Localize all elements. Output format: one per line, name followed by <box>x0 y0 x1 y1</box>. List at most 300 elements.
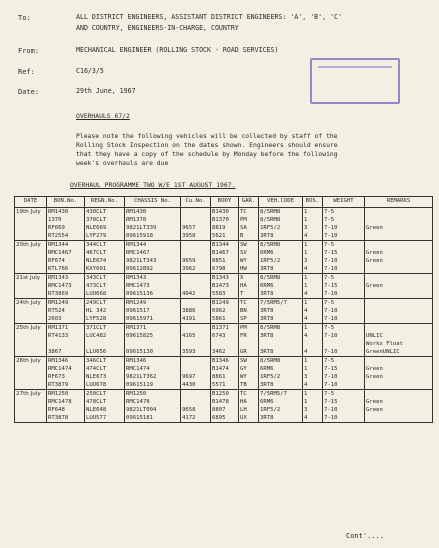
cell-value: 7-10 <box>324 333 338 339</box>
cell-value <box>366 414 431 422</box>
cell-value: 3RT8 <box>260 291 274 297</box>
table-cell <box>47 208 85 241</box>
cell-value: SW <box>240 242 247 248</box>
cell-value: Green <box>366 283 383 289</box>
cell-value: 3RT8 <box>260 266 274 272</box>
cell-value: 09615181 <box>126 415 153 421</box>
cell-value: 370CLT <box>86 217 107 223</box>
table-cell <box>85 274 125 299</box>
cell-value: 2603 <box>48 316 62 322</box>
cell-value <box>366 208 431 216</box>
cell-value: 9821LT343 <box>126 258 157 264</box>
cell-value: 7-10 <box>324 233 338 239</box>
cell-value: TC <box>240 209 247 215</box>
table-cell <box>85 208 125 241</box>
cell-value: 7-5 <box>324 391 335 397</box>
cell-value: 4 <box>304 415 308 421</box>
cell-value: RF669 <box>48 225 65 231</box>
cell-value <box>126 340 179 348</box>
cell-value: 5571 <box>212 382 226 388</box>
cell-value: 6RM6 <box>260 250 274 256</box>
overhaul-table <box>14 196 433 423</box>
cell-value: B1467 <box>212 250 229 256</box>
cell-value <box>182 216 209 224</box>
cell-value: 371CLT <box>86 325 107 331</box>
cell-value: 9821LT339 <box>126 225 157 231</box>
paragraph-line-2: Rolling Stock Inspection on the dates shown. Engineers should ensure <box>76 141 338 149</box>
cell-value: 09615971 <box>126 316 153 322</box>
cell-value: 1370 <box>48 217 62 223</box>
cell-value: PM <box>240 325 247 331</box>
cell-value: 7-10 <box>324 291 338 297</box>
cell-value <box>366 290 431 298</box>
table-cell <box>211 357 239 390</box>
table-cell <box>303 390 323 423</box>
cell-value: RM1343 <box>126 275 147 281</box>
cell-value: 1 <box>304 391 308 397</box>
table-cell <box>303 274 323 299</box>
programme-title: OVERHAUL PROGRAMME TWO W/E 1ST AUGUST 1967. <box>70 181 236 189</box>
table-cell <box>125 390 181 423</box>
cell-value <box>182 398 209 406</box>
table-cell <box>181 299 211 324</box>
cell-value: WY <box>240 374 247 380</box>
cell-value <box>366 381 431 389</box>
cell-value: NLE669 <box>86 225 107 231</box>
cell-value <box>182 208 209 216</box>
table-cell <box>259 274 303 299</box>
table-cell <box>47 324 85 357</box>
table-cell <box>365 357 433 390</box>
cell-value: 8/5RM8 <box>260 242 281 248</box>
cell-value: RF648 <box>48 407 65 413</box>
cell-value: 7-5 <box>324 358 335 364</box>
cell-value: 4165 <box>182 333 196 339</box>
table-cell <box>303 208 323 241</box>
cell-value <box>324 340 363 348</box>
cell-value: Green <box>366 258 383 264</box>
cell-value <box>182 340 209 348</box>
table-cell <box>259 299 303 324</box>
cell-value: RMC1467 <box>126 250 150 256</box>
date-label: Date: <box>18 88 40 96</box>
cell-value: 3RT8 <box>260 415 274 421</box>
cell-value: 8851 <box>212 258 226 264</box>
cell-value: B <box>240 233 244 239</box>
date-cell <box>15 274 47 299</box>
overhaul-table-wrap <box>14 196 432 423</box>
cell-value: 1 <box>304 399 308 405</box>
table-cell <box>323 299 365 324</box>
cell-value: 09615918 <box>126 233 153 239</box>
table-cell <box>239 357 259 390</box>
cell-value <box>366 241 431 249</box>
cell-value: 9658 <box>182 407 196 413</box>
cell-value: RT524 <box>48 308 65 314</box>
cell-value: 1RF5/2 <box>260 225 281 231</box>
cell-value: RTL766 <box>48 266 69 272</box>
cell-value <box>182 324 209 332</box>
table-row <box>15 208 433 241</box>
cell-value: 3RT8 <box>260 333 274 339</box>
cell-value: 0961517 <box>126 308 150 314</box>
date-cell <box>15 299 47 324</box>
cell-value: 6962 <box>212 308 226 314</box>
date-text: 25th July <box>16 325 41 331</box>
table-cell <box>259 357 303 390</box>
cell-value: 474CLT <box>86 366 107 372</box>
cell-value: 8861 <box>212 374 226 380</box>
col-header: BODY <box>211 197 239 208</box>
cell-value: 4 <box>304 308 308 314</box>
table-cell <box>181 241 211 274</box>
cell-value: 3RT8 <box>260 349 274 355</box>
table-cell <box>303 241 323 274</box>
cell-value: 4 <box>304 291 308 297</box>
cell-value <box>86 340 123 348</box>
cell-value: FR <box>240 333 247 339</box>
table-cell <box>303 299 323 324</box>
cell-value: 1RF5/2 <box>260 258 281 264</box>
table-cell <box>303 324 323 357</box>
cell-value: 1 <box>304 275 308 281</box>
cell-value: 9697 <box>182 374 196 380</box>
cell-value: B1370 <box>212 217 229 223</box>
cell-value: 3RT8 <box>260 382 274 388</box>
cell-value: 7-10 <box>324 415 338 421</box>
table-cell <box>259 208 303 241</box>
cell-value: TC <box>240 391 247 397</box>
cell-value: 3 <box>304 407 308 413</box>
cell-value: Green <box>366 407 383 413</box>
cell-value: TC <box>240 300 247 306</box>
cell-value: B1344 <box>212 242 229 248</box>
cell-value: LH <box>240 407 247 413</box>
cell-value: GR <box>240 349 247 355</box>
cell-value: 344CLT <box>86 242 107 248</box>
date-cell <box>15 357 47 390</box>
ref-value: C16/3/5 <box>76 67 104 75</box>
cell-value: 5583 <box>212 291 226 297</box>
cell-value: 3886 <box>182 308 196 314</box>
cell-value: Green <box>366 250 383 256</box>
cell-value: 4172 <box>182 415 196 421</box>
cell-value: 9657 <box>182 225 196 231</box>
cell-value: 09615136 <box>126 291 153 297</box>
cell-value: 9821LT004 <box>126 407 157 413</box>
cell-value: 09615825 <box>126 333 153 339</box>
table-cell <box>47 274 85 299</box>
cell-value: 4 <box>304 266 308 272</box>
cell-value: B1250 <box>212 391 229 397</box>
table-cell <box>47 357 85 390</box>
cell-value: 3462 <box>212 349 226 355</box>
table-row <box>15 390 433 423</box>
table-cell <box>259 241 303 274</box>
table-cell <box>211 274 239 299</box>
cell-value: 430CLT <box>86 209 107 215</box>
cell-value: Green <box>366 366 383 372</box>
cell-value: 7-10 <box>324 407 338 413</box>
cell-value <box>366 357 431 365</box>
cell-value: 09615130 <box>126 349 153 355</box>
cell-value: RT4133 <box>48 333 69 339</box>
cell-value: Works Float <box>366 341 404 347</box>
cell-value: UX <box>240 415 247 421</box>
cell-value: RMC1467 <box>48 250 72 256</box>
to-label: To: <box>18 14 31 22</box>
cell-value: 7-15 <box>324 250 338 256</box>
col-header: Cu.No. <box>181 197 211 208</box>
table-cell <box>211 324 239 357</box>
cell-value: SW <box>240 358 247 364</box>
table-row <box>15 299 433 324</box>
cell-value: 7-5 <box>324 217 335 223</box>
cell-value: 7/5RM5/7 <box>260 391 287 397</box>
table-cell <box>125 324 181 357</box>
cell-value: 1 <box>304 283 308 289</box>
cell-value: RF673 <box>48 374 65 380</box>
cell-value: RM1250 <box>48 391 69 397</box>
cell-value: 5861 <box>212 316 226 322</box>
cell-value: 7-10 <box>324 225 338 231</box>
cell-value <box>182 357 209 365</box>
cell-value: NLE648 <box>86 407 107 413</box>
cell-value: B1346 <box>212 358 229 364</box>
table-row <box>15 274 433 299</box>
table-cell <box>125 241 181 274</box>
cell-value <box>48 340 83 348</box>
cell-value: 1RF5/2 <box>260 374 281 380</box>
col-header: REMARKS <box>365 197 433 208</box>
table-cell <box>239 208 259 241</box>
col-header: WEIGHT <box>323 197 365 208</box>
date-text: 26th July <box>16 358 41 364</box>
cell-value <box>304 340 321 348</box>
cell-value: T <box>240 291 244 297</box>
col-header: GAR. <box>239 197 259 208</box>
table-cell <box>181 357 211 390</box>
table-body <box>15 208 433 423</box>
cell-value: 4 <box>304 349 308 355</box>
table-cell <box>323 357 365 390</box>
table-cell <box>85 324 125 357</box>
cell-value: RT3879 <box>48 382 69 388</box>
cell-value <box>366 274 431 282</box>
cell-value: 1 <box>304 366 308 372</box>
cell-value <box>366 324 431 332</box>
cell-value: RM1430 <box>126 209 147 215</box>
cell-value: HA <box>240 283 247 289</box>
table-cell <box>181 274 211 299</box>
cell-value: 09612892 <box>126 266 153 272</box>
cell-value: 3593 <box>182 349 196 355</box>
ink-stamp <box>310 58 400 104</box>
cell-value: 6798 <box>212 266 226 272</box>
cell-value: 3RT8 <box>260 308 274 314</box>
table-cell <box>47 390 85 423</box>
cell-value <box>366 390 431 398</box>
cell-value: LUU668 <box>86 291 107 297</box>
date-text: 20th July <box>16 242 41 248</box>
table-cell <box>211 241 239 274</box>
cell-value: RMC1474 <box>126 366 150 372</box>
cell-value: RMC1478 <box>48 399 72 405</box>
table-cell <box>125 274 181 299</box>
cell-value: 7-10 <box>324 266 338 272</box>
cell-value: 9659 <box>182 258 196 264</box>
table-cell <box>259 324 303 357</box>
cell-value: B1474 <box>212 366 229 372</box>
cell-value: 1 <box>304 325 308 331</box>
cell-value <box>240 340 257 348</box>
cell-value: 250CLT <box>86 391 107 397</box>
cell-value: GreenUNLIC <box>366 349 400 355</box>
cell-value: 3 <box>304 258 308 264</box>
col-header: CHASSIS No. <box>125 197 181 208</box>
cell-value: 1 <box>304 209 308 215</box>
paragraph-line-4: week's overhauls are due <box>76 159 169 167</box>
cell-value: 8/5RM8 <box>260 325 281 331</box>
cell-value: RM1249 <box>126 300 147 306</box>
cell-value: 6RM6 <box>260 366 274 372</box>
table-cell <box>85 390 125 423</box>
cell-value: NLE673 <box>86 374 107 380</box>
from-value: MECHANICAL ENGINEER (ROLLING STOCK - ROAD SERVICES) <box>76 46 279 54</box>
cell-value: LUC482 <box>86 333 107 339</box>
cell-value: Green <box>366 399 383 405</box>
paragraph-line-3: that they have a copy of the schedule by Monday before the following <box>76 150 338 158</box>
cell-value: 3RT8 <box>260 233 274 239</box>
cell-value: LYF528 <box>86 316 107 322</box>
table-cell <box>85 357 125 390</box>
cell-value: RMC1473 <box>126 283 150 289</box>
table-cell <box>323 208 365 241</box>
table-row <box>15 324 433 357</box>
cell-value <box>182 365 209 373</box>
cell-value: RM1371 <box>126 325 147 331</box>
table-cell <box>259 390 303 423</box>
table-cell <box>365 299 433 324</box>
continued-note: Cont'.... <box>346 532 384 540</box>
table-header-row <box>15 197 433 208</box>
table-cell <box>323 241 365 274</box>
cell-value: 4 <box>304 333 308 339</box>
table-cell <box>181 390 211 423</box>
cell-value: TB <box>240 382 247 388</box>
table-cell <box>365 208 433 241</box>
date-text: 24th July <box>16 300 41 306</box>
cell-value: 4 <box>304 233 308 239</box>
table-cell <box>239 241 259 274</box>
cell-value: KXY601 <box>86 266 107 272</box>
cell-value <box>182 249 209 257</box>
cell-value: 7-10 <box>324 258 338 264</box>
cell-value: BN <box>240 308 247 314</box>
cell-value: 7-15 <box>324 399 338 405</box>
cell-value: HW <box>240 266 247 272</box>
table-cell <box>365 274 433 299</box>
table-cell <box>365 390 433 423</box>
from-label: From: <box>18 47 40 55</box>
cell-value: 7-10 <box>324 316 338 322</box>
date-cell <box>15 241 47 274</box>
cell-value: 8807 <box>212 407 226 413</box>
cell-value: HL 342 <box>86 308 107 314</box>
table-cell <box>239 274 259 299</box>
cell-value: 3958 <box>182 233 196 239</box>
cell-value: RM1344 <box>126 242 147 248</box>
cell-value: 3RT8 <box>260 316 274 322</box>
cell-value: 6895 <box>212 415 226 421</box>
cell-value: B1371 <box>212 325 229 331</box>
cell-value: 7-15 <box>324 283 338 289</box>
cell-value: PM <box>240 217 247 223</box>
cell-value: RMC1478 <box>126 399 150 405</box>
cell-value: 1 <box>304 250 308 256</box>
cell-value: 478CLT <box>86 399 107 405</box>
cell-value: 7-10 <box>324 308 338 314</box>
cell-value: LUU678 <box>86 382 107 388</box>
cell-value: 8/5RM8 <box>260 209 281 215</box>
cell-value: RMC1474 <box>48 366 72 372</box>
cell-value: SP <box>240 316 247 322</box>
table-cell <box>125 208 181 241</box>
table-cell <box>323 390 365 423</box>
cell-value: RM1346 <box>48 358 69 364</box>
table-cell <box>47 299 85 324</box>
date-cell <box>15 324 47 357</box>
cell-value: RM1250 <box>126 391 147 397</box>
cell-value <box>366 299 431 307</box>
cell-value: 7-5 <box>324 325 335 331</box>
cell-value: 4042 <box>182 291 196 297</box>
table-cell <box>125 299 181 324</box>
cell-value: 6743 <box>212 333 226 339</box>
cell-value <box>366 315 431 323</box>
table-cell <box>211 390 239 423</box>
cell-value: 7/5RM5/7 <box>260 300 287 306</box>
cell-value <box>260 340 301 348</box>
cell-value: 1 <box>304 217 308 223</box>
cell-value: RMC1473 <box>48 283 72 289</box>
table-cell <box>239 299 259 324</box>
cell-value: 1 <box>304 242 308 248</box>
cell-value: RT3878 <box>48 415 69 421</box>
cell-value: B1430 <box>212 209 229 215</box>
cell-value: 9821LT362 <box>126 374 157 380</box>
cell-value: B1343 <box>212 275 229 281</box>
cell-value <box>366 265 431 273</box>
to-line-1: ALL DISTRICT ENGINEERS, ASSISTANT DISTRICT ENGINEERS: 'A', 'B', 'C' <box>76 13 342 21</box>
table-cell <box>125 357 181 390</box>
table-cell <box>239 390 259 423</box>
table-cell <box>85 299 125 324</box>
cell-value <box>366 307 431 315</box>
cell-value: 4430 <box>182 382 196 388</box>
cell-value: NLE674 <box>86 258 107 264</box>
cell-value <box>366 232 431 240</box>
cell-value <box>182 390 209 398</box>
cell-value: 3 <box>304 225 308 231</box>
table-cell <box>211 208 239 241</box>
cell-value <box>212 340 237 348</box>
date-value: 29th June, 1967 <box>76 87 136 95</box>
cell-value: 7-5 <box>324 209 335 215</box>
table-cell <box>365 241 433 274</box>
table-cell <box>365 324 433 357</box>
cell-value: RT3869 <box>48 291 69 297</box>
